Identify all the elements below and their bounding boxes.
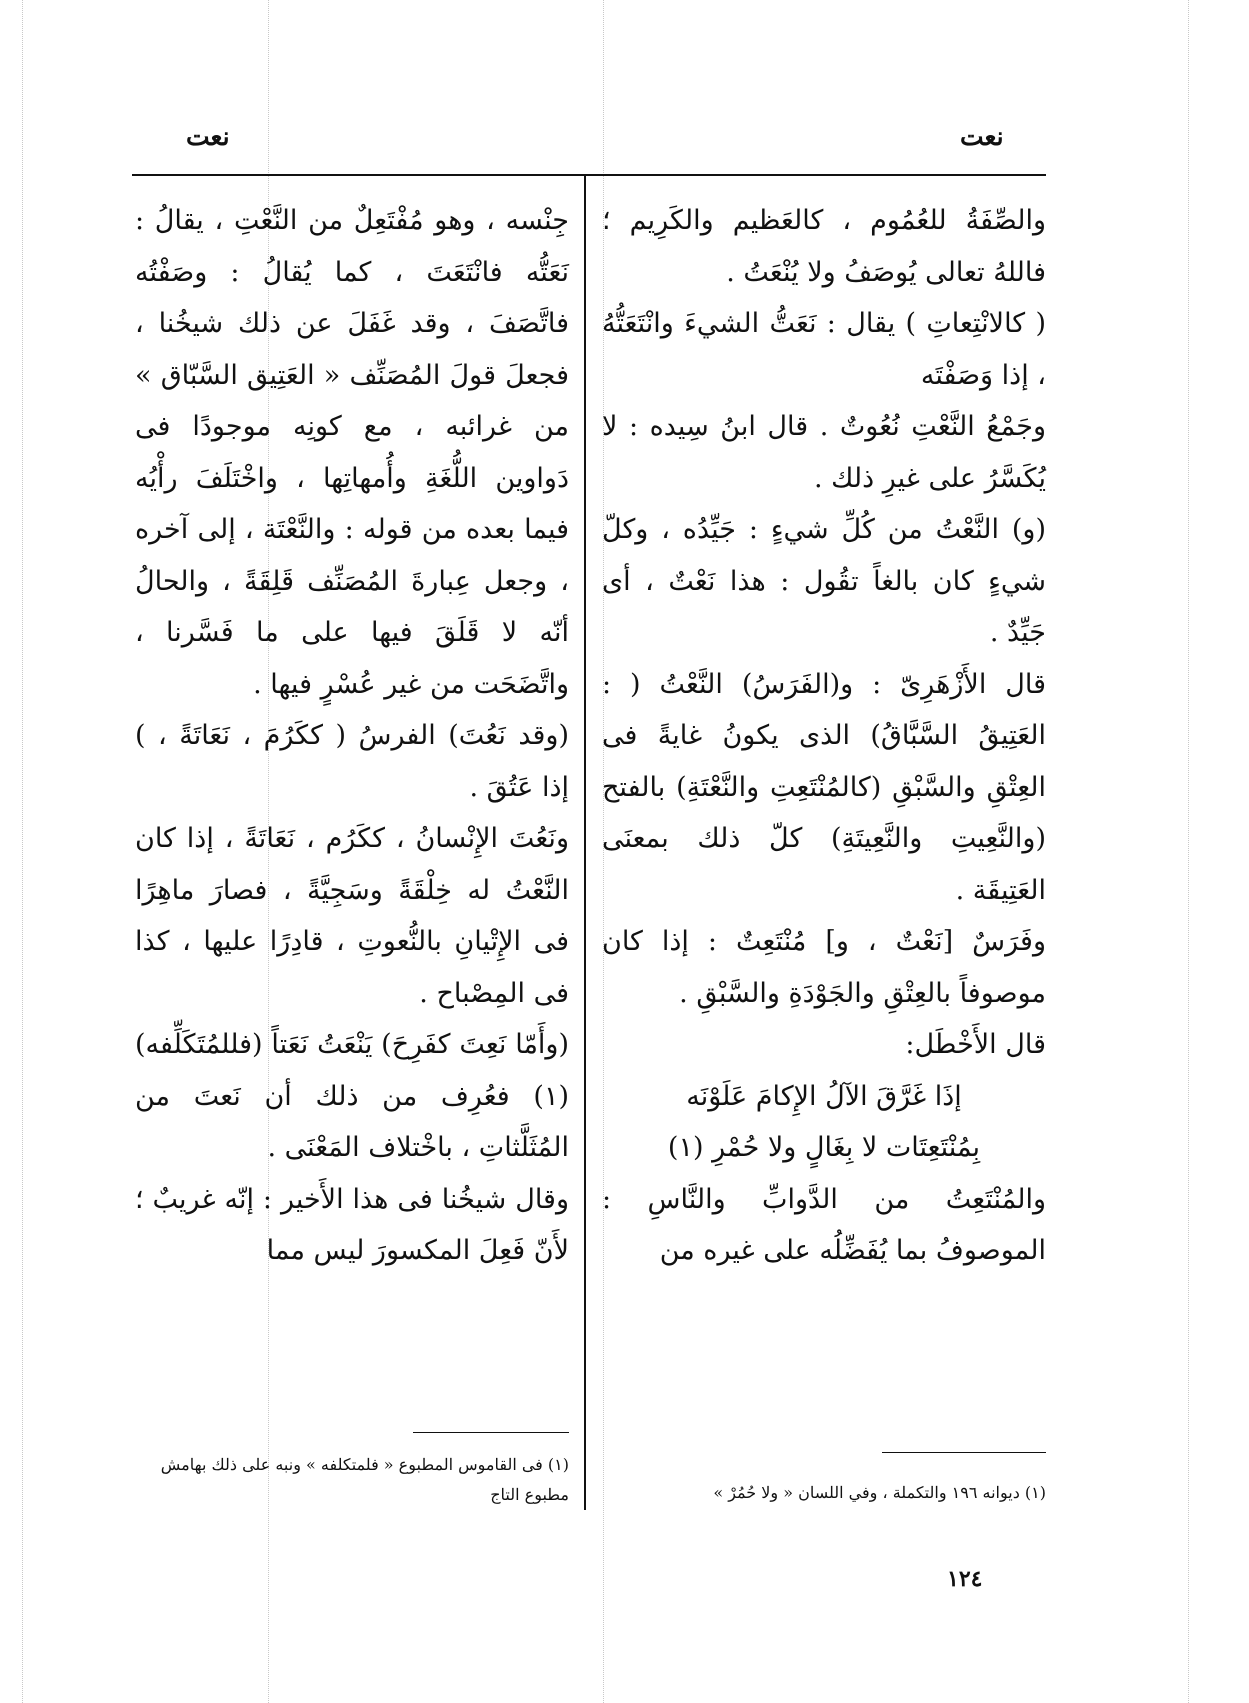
- paragraph: قال الأَخْطَل:: [905, 1029, 1046, 1060]
- paragraph: ونَعُتَ الإِنْسانُ ، ككَرُم ، نَعَاتَةً ، إذا كان النَّعْتُ له خِلْقَةً وسَجِيَّةً ، فصارَ ماهِرًا فى الإِتْيانِ بالنُّعوتِ ، قادِرًا عليها ، كذا فى المِصْباح .: [135, 823, 569, 1009]
- paragraph: جِنْسه ، وهو مُفْتَعِلٌ من النَّعْتِ ، يقالُ : نَعَتُّه فانْتَعَتَ ، كما يُقالُ : وصَفْتُه فاتَّصَفَ ، وقد غَفَلَ عن ذلك شيخُنا ، فجعلَ قولَ المُصَنِّف « العَتِيق السَّبّاق » من غرائبه ، مع كونِه موجودًا فى دَواوين اللُّغَةِ وأُمهاتِها ، واخْتَلَفَ رأْيُه فيما بعده من قوله : والنَّعْتَة ، إلى آخره ، وجعل عِبارةَ المُصَنِّف قَلِقَةً ، والحالُ أنّه لا قَلَقَ فيها على ما فَسَّرنا ، واتَّضَحَت من غير عُسْرٍ فيها .: [135, 205, 569, 700]
- scan-guide-line: [1188, 0, 1189, 1703]
- paragraph: والمُنْتَعِتُ من الدَّوابِّ والنَّاسِ : الموصوفُ بما يُفَضِّلُه على غيره من: [602, 1183, 1046, 1266]
- paragraph: (وأَمّا نَعِتَ كفَرِحَ) يَنْعَتُ نَعَتاً (فللمُتَكَلِّفه) (١) فعُرِف من ذلك أن نَعتَ من المُثَلَّثاتِ ، باخْتلاف المَعْنَى .: [135, 1029, 569, 1163]
- paragraph: (و) النَّعْتُ من كُلِّ شيءٍ : جَيِّدُه ، وكلّ شيءٍ كان بالغاً تقُول : هذا نَعْتٌ ، أى جَيِّدٌ .: [602, 514, 1046, 648]
- footnote-rule-left: [413, 1432, 569, 1433]
- verse-line: إذَا غَرَّقَ الآلُ الإِكامَ عَلَوْنَه: [686, 1080, 962, 1112]
- paragraph: وفَرَسٌ [نَعْتٌ ، و] مُنْتَعِتٌ : إذا كان موصوفاً بالعِتْقِ والجَوْدَةِ والسَّبْقِ .: [602, 926, 1046, 1009]
- footnote-right: (١) ديوانه ١٩٦ والتكملة ، وفي اللسان « ولا حُمُرْ »: [713, 1483, 1046, 1502]
- header-rule: [132, 174, 1046, 176]
- scan-guide-line: [22, 0, 23, 1703]
- paragraph: (وقد نَعُتَ) الفرسُ ( ككَرُمَ ، نَعَاتَةً ، ) إذا عَتُقَ .: [135, 720, 569, 803]
- header-word-left: نعت: [186, 122, 230, 151]
- left-column: [135, 195, 569, 1277]
- verse-line: بِمُنْتَعِتَات لا بِغَالٍ ولا حُمْرِ (١): [667, 1132, 981, 1163]
- paragraph: ( كالانْتِعاتِ ) يقال : نَعَتُّ الشيءَ وانْتَعَتُّهُ ، إذا وَصَفْتَه: [602, 308, 1046, 391]
- paragraph: وجَمْعُ النَّعْتِ نُعُوتٌ . قال ابنُ سِيده : لا يُكَسَّرُ على غيرِ ذلك .: [602, 411, 1046, 494]
- column-divider: [584, 176, 586, 1510]
- footnote-left: (١) فى القاموس المطبوع « فلمتكلفه » ونبه على ذلك بهامش مطبوع التاج: [160, 1455, 569, 1504]
- paragraph: وقال شيخُنا فى هذا الأَخير : إنّه غريبٌ ؛ لأَنّ فَعِلَ المكسورَ ليس مما: [135, 1183, 569, 1266]
- right-column: [602, 195, 1046, 1277]
- page-number: ١٢٤: [947, 1566, 983, 1592]
- paragraph: قال الأَزْهَرِىّ : و(الفَرَسُ) النَّعْتُ ( : العَتِيقُ السَّبَّاقُ) الذى يكونُ غايةً فى العِتْقِ والسَّبْقِ (كالمُنْتَعِتِ والنَّعْتَةِ) بالفتح (والنَّعِيتِ والنَّعِيتَةِ) كلّ ذلك بمعنَى العَتِيقَة .: [602, 668, 1046, 906]
- paragraph: والصِّفَةُ للعُمُوم ، كالعَظيم والكَرِيم ؛ فاللهُ تعالى يُوصَفُ ولا يُنْعَتُ .: [602, 205, 1046, 288]
- footnote-rule-right: [882, 1452, 1046, 1453]
- header-word-right: نعت: [960, 122, 1004, 151]
